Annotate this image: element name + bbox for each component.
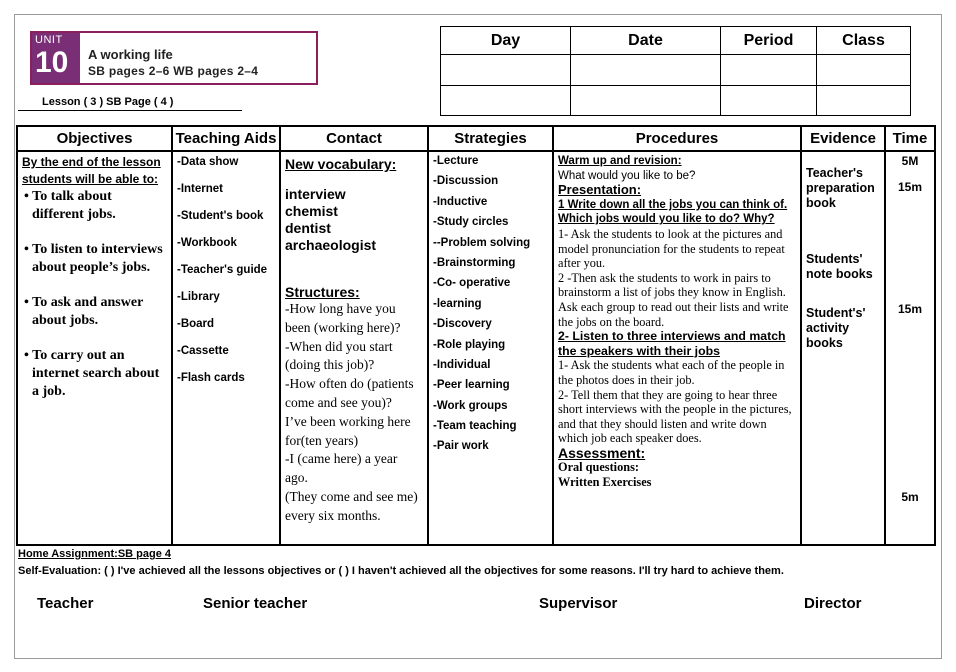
evidence-cell: [801, 151, 885, 545]
aid-item: -Teacher's guide: [177, 264, 268, 276]
strategy-item: -Co- operative: [433, 277, 511, 290]
structure-line: I’ve been working here for(ten years): [285, 413, 411, 448]
date-header: Date: [571, 27, 721, 55]
objectives-header: Objectives: [17, 126, 172, 151]
step2-instruction: 2- Tell them that they are going to hear three short interviews with the people in the pictures, and that they should listen and write down which job each speaker does.: [558, 387, 792, 446]
aid-item: -Internet: [177, 183, 223, 195]
presentation-heading: Presentation:: [558, 182, 642, 198]
time-value: 15m: [897, 302, 923, 316]
day-cell[interactable]: [441, 55, 571, 85]
class-cell[interactable]: [817, 85, 911, 115]
evidence-item: Students' note books: [806, 252, 873, 281]
structure-line: -How long have you been (working here)?: [285, 301, 401, 335]
objective-item: • To carry out an internet search about a job.: [24, 348, 160, 399]
strategy-item: -Discovery: [433, 318, 492, 331]
home-assignment: Home Assignment:SB page 4: [18, 548, 172, 560]
contact-cell: [280, 151, 428, 545]
strategy-item: -Brainstorming: [433, 256, 516, 269]
vocab-word: interview: [285, 186, 346, 202]
day-cell[interactable]: [441, 85, 571, 115]
signature-teacher: Teacher: [37, 595, 94, 612]
step1-instruction: 1- Ask the students to look at the pictures and model pronunciation for the students to repeat after you.: [558, 226, 785, 271]
structure-line: -How often do (patients come and see you)?: [285, 376, 414, 410]
strategy-item: -Study circles: [433, 216, 509, 229]
procedures-cell: [553, 151, 801, 545]
structure-line: (They come and see me) every six months.: [285, 488, 418, 523]
teaching-aids-cell: [172, 151, 280, 545]
lesson-info: Lesson ( 3 ) SB Page ( 4 ): [42, 96, 174, 108]
aid-item: -Library: [177, 291, 220, 303]
lesson-plan-table: [16, 125, 936, 546]
step1-heading: 1 Write down all the jobs you can think of. Which jobs would you like to do? Why?: [558, 198, 788, 226]
contact-header: Contact: [280, 126, 428, 151]
aid-item: -Student's book: [177, 210, 264, 222]
evidence-item: Teacher's preparation book: [806, 166, 875, 210]
time-cell: [885, 151, 935, 545]
strategy-item: -Work groups: [433, 399, 508, 412]
strategy-item: -Pair work: [433, 440, 489, 453]
date-cell[interactable]: [571, 55, 721, 85]
date-cell[interactable]: [571, 85, 721, 115]
strategy-item: -Discussion: [433, 175, 499, 188]
time-header: Time: [885, 126, 935, 151]
evidence-header: Evidence: [801, 126, 885, 151]
vocab-word: chemist: [285, 203, 338, 219]
aid-item: -Cassette: [177, 345, 229, 357]
unit-badge: [32, 33, 80, 83]
objectives-intro: By the end of the lesson: [22, 155, 161, 169]
objective-item: • To talk about different jobs.: [24, 189, 116, 222]
objectives-cell: [17, 151, 172, 545]
strategy-item: -Team teaching: [433, 420, 517, 433]
warmup-heading: Warm up and revision:: [558, 155, 682, 167]
day-header: Day: [441, 27, 571, 55]
period-cell[interactable]: [721, 55, 817, 85]
aid-item: -Workbook: [177, 237, 237, 249]
structure-line: -I (came here) a year ago.: [285, 451, 398, 486]
unit-number: 10: [35, 46, 69, 79]
written-exercises: Written Exercises: [558, 475, 652, 490]
signature-director: Director: [804, 595, 862, 612]
structures-heading: Structures:: [285, 284, 360, 300]
unit-pages: SB pages 2–6 WB pages 2–4: [88, 64, 259, 78]
self-evaluation: Self-Evaluation: ( ) I've achieved all the lessons objectives or ( ) I haven't achieved all the objectives for some reasons. I'll try hard to achieve them.: [18, 565, 784, 577]
evidence-item: Student's' activity books: [806, 306, 866, 350]
oral-questions: Oral questions:: [558, 460, 639, 475]
vocab-word: dentist: [285, 220, 331, 236]
objective-item: • To ask and answer about jobs.: [24, 295, 144, 328]
unit-title: A working life: [88, 47, 173, 62]
vocabulary-heading: New vocabulary:: [285, 156, 397, 172]
unit-label: UNIT: [35, 34, 63, 46]
procedures-header: Procedures: [553, 126, 801, 151]
step2-instruction: 1- Ask the students what each of the people in the photos does in their job.: [558, 358, 785, 387]
time-value: 15m: [897, 180, 923, 194]
warmup-question: What would you like to be?: [558, 169, 696, 182]
strategy-item: -Peer learning: [433, 379, 510, 392]
aid-item: -Board: [177, 318, 215, 330]
strategy-item: -Role playing: [433, 338, 506, 351]
signature-supervisor: Supervisor: [539, 595, 618, 612]
objective-item: • To listen to interviews about people’s jobs.: [24, 242, 163, 275]
teaching-aids-header: Teaching Aids: [172, 126, 280, 151]
aid-item: -Flash cards: [177, 372, 245, 384]
aid-item: -Data show: [177, 156, 239, 168]
period-cell[interactable]: [721, 85, 817, 115]
signature-senior-teacher: Senior teacher: [203, 595, 308, 612]
schedule-table: [440, 26, 911, 116]
objectives-intro: students will be able to:: [22, 172, 159, 186]
step2-heading: 2- Listen to three interviews and match the speakers with their jobs: [558, 329, 786, 358]
time-value: 5m: [901, 490, 919, 504]
strategies-cell: [428, 151, 553, 545]
unit-banner: [30, 31, 318, 85]
structure-line: -When did you start (doing this job)?: [285, 338, 393, 373]
class-cell[interactable]: [817, 55, 911, 85]
time-value: 5M: [901, 154, 919, 168]
strategy-item: -Individual: [433, 358, 491, 371]
strategy-item: -Lecture: [433, 155, 479, 167]
strategies-header: Strategies: [428, 126, 553, 151]
class-header: Class: [817, 27, 911, 55]
step1-instruction: 2 -Then ask the students to work in pairs to brainstorm a list of jobs they know in English. Ask each group to read out their lists and write the jobs on the board.: [558, 270, 789, 329]
vocab-word: archaeologist: [285, 237, 377, 253]
lesson-line: [18, 96, 242, 111]
strategy-item: --Problem solving: [433, 236, 531, 249]
strategy-item: -learning: [433, 297, 482, 310]
period-header: Period: [721, 27, 817, 55]
assessment-heading: Assessment:: [558, 444, 646, 461]
strategy-item: -Inductive: [433, 195, 488, 208]
